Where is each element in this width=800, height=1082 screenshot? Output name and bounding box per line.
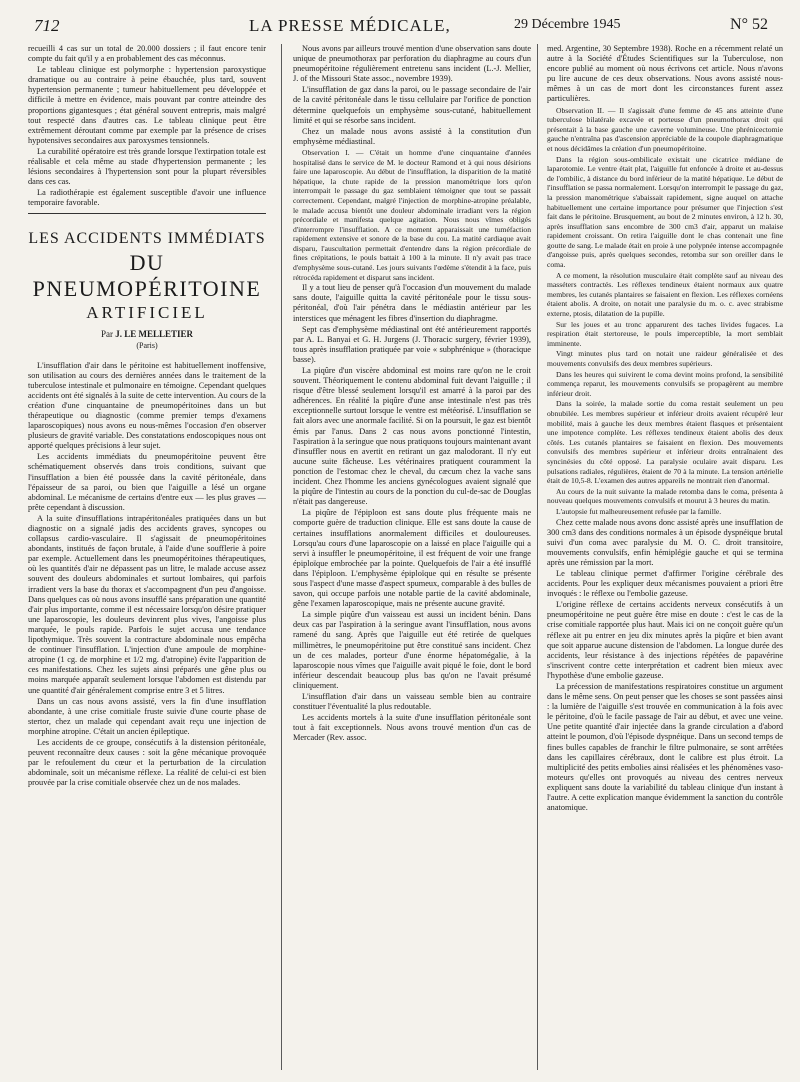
paragraph: La simple piqûre d'un vaisseau est aussi un incident bénin. Dans deux cas par l'aspiration à la seringue avant l'insufflation, nous avons ramené du sang. Après que l'aiguille eut été retirée de quelques millimètres, le pneumopéritoine put être constitué sans incident. Chez un de ces malades, porteur d'une énorme hépatomégalie, à la laparoscopie nous vîmes que l'aiguille avait piqué le foie, dont le bord inférieur descendait beaucoup plus bas qu'on ne l'avait présumé cliniquement. [293, 610, 531, 690]
column-left [28, 44, 266, 1070]
issue-number: N° 52 [730, 16, 768, 33]
paragraph: A la suite d'insufflations intrapéritonéales pratiquées dans un but diagnostic on a signalé jadis des accidents graves, syncopes ou collapsus cardio-vasculaire. Il s'agissait de pneumopéritoines abondants, institués de façon brutale, à l'aide d'une soufflerie à poire par exemple. Actuellement dans les pneumopéritoines thérapeutiques, où les quantités d'air ne dépassent pas un litre, le malade accuse assez souvent des douleurs abdominales et surtout lombaires, qui parfois irradient vers la base du thorax et s'accompagnent d'un peu d'angoisse. Dans quelques cas où nous avons insufflé sans préparation une quantité d'air plus importante, comme il est nécessaire lorsqu'on désire pratiquer une laparoscopie, les douleurs devinrent plus vives, l'angoisse plus marquée, le pouls rapide. Parfois le sujet accusa une tendance lipothymique. Très souvent la contracture abdominale nous empêcha de continuer l'insufflation. L'injection d'une ampoule de morphine-atropine (1 cg. de morphine et 1/2 mg. d'atropine) évite l'apparition de ces manifestations. Chez les sujets ainsi préparés une gêne plus ou moins marquée apparaît seulement lorsque l'abdomen est distendu par une quantité d'air généralement comprise entre 3 et 5 litres. [28, 513, 266, 695]
author-prefix: Par [100, 328, 113, 339]
paragraph: La curabilité opératoire est très grande lorsque l'extirpation totale est réalisable et cela même au stade d'hypertension permanente ; les lésions secondaires à l'hypertension sont pour la plupart réversibles dans ces cas. [28, 146, 266, 187]
journal-title: LA PRESSE MÉDICALE, [249, 16, 451, 35]
article-byline [28, 328, 266, 340]
paragraph: La radiothérapie est également susceptible d'avoir une influence temporaire favorable. [28, 188, 266, 208]
paragraph: Il y a tout lieu de penser qu'à l'occasion d'un mouvement du malade sans doute, l'aiguille quitta la cavité péritonéale pour le tissu sous-péritonéal, d'où l'air pénétra dans le médiastin antérieur par les interstices que ménagent les fibres d'insertion du diaphragme. [293, 283, 531, 323]
paragraph: Le tableau clinique est polymorphe : hypertension paroxystique dramatique ou au contraire à peine ébauchée, plus tard, souvent hypertension permanente ; tumeur habituellement peu développée et difficile à mettre en évidence, mais pouvant par contre atteindre des proportions gigantesques ; état général souvent entrepris, mais malgré tout respecté dans d'autres cas. Le tableau clinique peut être extrêmement déroutant comme par exemple par la présence de crises hypotensives secondaires aux paroxysmes tensionnels. [28, 65, 266, 145]
paragraph: med. Argentine, 30 Septembre 1938). Roche en a récemment relaté un autre à la Société d'Études Scientifiques sur la Tuberculose, non encore publié au moment où nous écrivons cet article. Nous n'avons pu lire aucune de ces deux observations. Nous avons assisté nous-mêmes à un cas de mort dont les circonstances furent assez particulières. [547, 44, 783, 104]
column-rule [537, 44, 538, 1070]
paragraph: Dans un cas nous avons assisté, vers la fin d'une insufflation abondante, à une crise comitiale fruste suivie d'une courte phase de stertor, chez un malade qui cependant avait reçu une injection de morphine atropine. C'était un ancien épileptique. [28, 696, 266, 736]
article-heading [28, 228, 266, 351]
page-number: 712 [34, 16, 60, 35]
column-rule [281, 44, 282, 1070]
observation-paragraph: A ce moment, la résolution musculaire était complète sauf au niveau des masséters contractés. Les réflexes tendineux étaient normaux aux quatre membres, les cutanés plantaires se faisaient en flexion. Les réflexes cornéens étaient abolis. A droite, on notait une paralysie du m. o. c. avec strabisme externe, ptosis, dilatation de la pupille. [547, 270, 783, 319]
paragraph: Chez cette malade nous avons donc assisté après une insufflation de 300 cm3 dans des conditions normales à un épisode dyspnéique brutal suivi d'un coma avec paralysie du M. O. C. droit transitoire, mouvements convulsifs, enfin hémiplégie gauche et qui se termina après une rémission par la mort. [547, 517, 783, 567]
page-header [34, 16, 780, 36]
paragraph: L'insufflation d'air dans un vaisseau semble bien au contraire constituer l'éventualité la plus redoutable. [293, 692, 531, 712]
observation-paragraph: L'autopsie fut malheureusement refusée par la famille. [556, 506, 722, 516]
author-place: (Paris) [136, 340, 158, 350]
observation-paragraph: Dans la soirée, la malade sortie du coma restait seulement un peu obnubilée. Les membres supérieur et inférieur droits avaient récupéré leur mobilité, mais à gauche les deux membres étaient flasques et présentaient une impotence complète. Les réflexes tendineux étaient abolis des deux côtés. Les cutanés plantaires se faisaient en flexion. Des mouvements convulsifs des membres supérieur et inférieur droits entraînaient des syncinésies du côté opposé. La paralysie oculaire avait disparu. Les pulsations radiales, régulières, étaient de 70 à la minute. La tension artérielle était de 10,5-8. L'examen des autres appareils ne montrait rien d'anormal. [547, 399, 783, 486]
paragraph: Sept cas d'emphysème médiastinal ont été antérieurement rapportés par A. L. Banyai et G. H. Jurgens (J. Thoracic surgery, février 1939), tous après insufflation pratiquée par voie « subphrénique » (thoracique basse). [293, 324, 531, 364]
paragraph: L'insufflation d'air dans le péritoine est habituellement inoffensive, son utilisation au cours des dernières années dans le traitement de la tuberculose intestinale et pulmonaire en témoigne. Cependant quelques accidents ont été signalés à la suite de cette intervention. Au cours de la création d'une cinquantaine de pneumopéritoines dans un but thérapeutique ou diagnostic (comme premier temps d'examens laparoscopiques) nous avons eu nous-mêmes l'occasion d'en observer plusieurs de gravité variable. Des constatations endoscopiques nous ont apporté quelques précisions à leur sujet. [28, 360, 266, 451]
paragraph: La précession de manifestations respiratoires constitue un argument dans le même sens. On peut penser que les choses se sont passées ainsi : la lumière de l'aiguille s'est trouvée en communication à la fois avec le péritoine, d'où le facile passage de l'air au début, et avec une veine. Une petite quantité d'air injectée dans la grande circulation a d'abord atteint le poumon, d'où l'épisode dyspnéique. Dans un second temps de fines bulles capables de franchir le filtre pulmonaire, se sont arrêtées dans les capillaires cérébraux, dont le calibre est plus étroit. La multiplicité des petits embolies ainsi réalisées et les phénomènes vaso-moteurs qu'elles ont provoqués au niveau des centres nerveux expliquent sans doute la variabilité du tableau clinique d'un instant à l'autre. A cette explication manque évidemment la sanction du contrôle anatomique. [547, 682, 783, 813]
observation-paragraph: Observation I. — C'était un homme d'une cinquantaine d'années hospitalisé dans le service de M. le docteur Ramond et à qui nous désirions faire une laparoscopie. Au début de l'insufflation, la disparition de la matité hépatique, la chute rapide de la pression manométrique lors qu'on interrompait le passage du gaz semblaient témoigner que tout se passait correctement. Cependant, malgré l'injection de morphine-atropine préalable, le malade accusa bientôt une douleur abdominale irradiant vers la région précordiale et manifesta quelque agitation. Nous nous vîmes obligés d'interrompre l'insufflation. A ce moment apparaissait une tuméfaction rapidement extensive et sonore de la base du cou. La matité cardiaque avait disparu, l'auscultation permettait d'entendre dans la région précordiale de fines crépitations, le pouls battait à 100 à la minute. Il n'y avait pas trace d'emphysème sous-cutané. Les jours suivants l'œdème s'étendit à la face, puis rétrocéda rapidement et disparut sans incident. [293, 147, 531, 282]
observation-paragraph: Observation II. — Il s'agissait d'une femme de 45 ans atteinte d'une tuberculose bilatérale excavée et porteuse d'un pneumothorax droit qui présentait à la base gauche une caverne volumineuse. Une phrénicectomie gauche n'entraîna pas d'ascension appréciable de la coupole diaphragmatique et nous décidâmes la création d'un pneumopéritoine. [547, 105, 783, 153]
article-title-line2: DU PNEUMOPÉRITOINE [32, 249, 262, 301]
paragraph: Les accidents de ce groupe, consécutifs à la distension péritonéale, peuvent reconnaître deux causes : soit la gêne mécanique provoquée par le refoulement du cœur et la perturbation de la circulation abdominale, soit un mécanisme réflexe. La réalité de celui-ci est bien prouvée par la crise comitiale observée chez un de nos malades. [28, 737, 266, 788]
paragraph: La piqûre de l'épiploon est sans doute plus fréquente mais ne comporte guère de traduction clinique. Elle est sans doute la cause de certaines insufflations anormalement difficiles et douloureuses. Lorsqu'au cours d'une laparoscopie on a laissé en place l'aiguille qui a servi à insuffler le pneumopéritoine, il est fréquent de voir une frange épiploïque embrochée par la pointe. Quelquefois de l'air a été insufflé dans l'épiploon. L'emphysème épiploïque qui en résulte se présente sous l'aspect d'une masse d'aspect spumeux, comparable à des bulles de savon, qui occupe parfois une notable partie de la cavité abdominale, gêne l'examen laparoscopique, mais ne présente aucune gravité. [293, 508, 531, 609]
author-name: J. LE MELLETIER [115, 328, 194, 339]
column-middle [293, 44, 531, 1070]
paragraph: recueilli 4 cas sur un total de 20.000 dossiers ; il faut encore tenir compte du fait qu'il y a en probablement des cas méconnus. [28, 44, 266, 64]
paragraph: L'origine réflexe de certains accidents nerveux consécutifs à un pneumopéritoine ne peut guère être mise en doute : c'est le cas de la crise comitiale rapportée plus haut. Mais ici on ne conçoit guère qu'un réflexe ait pu entrer en jeu dix minutes après la piqûre et bien avant que soit apparue aucune distension de l'abdomen. La longue durée des accidents, leur résistance à des injections répétées de papavérine s'inscrivent contre cette interprétation et cadrent bien mieux avec l'hypothèse d'une embolie gazeuse. [547, 600, 783, 680]
observation-paragraph: Dans les heures qui suivirent le coma devint moins profond, la sensibilité commença reparut, les mouvements convulsifs se propagèrent au membre inférieur droit. [547, 369, 783, 398]
paragraph: Le tableau clinique permet d'affirmer l'origine cérébrale des accidents. Pour les expliquer deux mécanismes pouvaient a priori être invoqués : le réflexe ou l'embolie gazeuse. [547, 568, 783, 599]
paragraph: Chez un malade nous avons assisté à la constitution d'un emphysème médiastinal. [293, 126, 531, 146]
article-title-line1: LES ACCIDENTS IMMÉDIATS [28, 229, 266, 247]
article-title-line3: ARTIFICIEL [86, 302, 208, 322]
observation-paragraph: Sur les joues et au tronc apparurent des taches livides fugaces. La respiration était stertoreuse, le pouls imperceptible, la mort semblait imminente. [547, 319, 783, 348]
paragraph: L'insufflation de gaz dans la paroi, ou le passage secondaire de l'air de la cavité péritonéale dans le tissu cellulaire par l'orifice de ponction détermine quelquefois un emphysème sous-cutané, habituellement limité et qui se résorbe sans incident. [293, 85, 531, 125]
column-right [547, 44, 783, 1070]
observation-paragraph: Au cours de la nuit suivante la malade retomba dans le coma, présenta à nouveau quelques mouvements convulsifs et mourut à 3 heures du matin. [547, 486, 783, 506]
divider [28, 213, 266, 214]
observation-paragraph: Dans la région sous-ombilicale existait une cicatrice médiane de laparotomie. Le ventre était plat, l'aiguille fut enfoncée à droite et au-dessus de l'ombilic, à distance du bord inférieur de la matité hépatique. Le début de l'insufflation se passa normalement. Lorsqu'on interrompit le passage du gaz, la pression manométrique s'abaissait rapidement, signe auquel on attache habituellement une certaine importance pour présumer que l'injection s'est fait dans le péritoine. Brusquement, au bout de 2 minutes environ, à 12 h. 30, après insufflation sans encombre de 300 cm3 d'air, apparut un malaise rapidement croissant. On retira l'aiguille dont le chas contenait une fine goutte de sang. Le malade était en proie à une polypnée intense accompagnée d'angoisse puis, après quelques secondes, retomba sur son oreiller dans le coma. [547, 154, 783, 270]
issue-date: 29 Décembre 1945 [514, 17, 621, 32]
paragraph: Les accidents mortels à la suite d'une insufflation péritonéale sont tout à fait exceptionnels. Nous avons trouvé mention d'un cas de Mercader (Rev. assoc. [293, 713, 531, 743]
paragraph: Les accidents immédiats du pneumopéritoine peuvent être schématiquement observés dans trois conditions, suivant que l'insufflation a bien été poussée dans la cavité péritonéale, dans l'épaisseur de sa paroi, ou bien que l'aiguille a lésé un organe abdominal. Le mécanisme de certains d'entre eux — les plus graves — prête cependant à discussion. [28, 452, 266, 512]
paragraph: Nous avons par ailleurs trouvé mention d'une observation sans doute unique de pneumothorax par perforation du diaphragme au cours d'un pneumopéritoine régulièrement entretenu sans incident (L.-J. Mellier, J. of the Missouri State assoc., novembre 1939). [293, 44, 531, 84]
observation-paragraph: Vingt minutes plus tard on notait une raideur généralisée et des mouvements convulsifs des deux membres supérieurs. [547, 349, 783, 368]
paragraph: La piqûre d'un viscère abdominal est moins rare qu'on ne le croit souvent. Théoriquement le contenu abdominal fuit devant l'aiguille ; il risque d'être blessé seulement lorsqu'il est amarré à la paroi par des adhérences. En réalité la piqûre d'une anse intestinale n'est pas très exceptionnelle surtout lorsque le ventre est météorisé. L'insufflation se fait alors avec une anormale facilité. Si on la poursuit, le gaz est bientôt émis par l'anus. Dans 2 cas nous avons ponctionné l'intestin, l'aspiration à la seringue que nous pratiquons toujours maintenant avant d'insuffler nous en avertit en retirant un gaz malodorant. Il n'y eut aucune suite fâcheuse. Les vétérinaires pratiquent couramment la ponction de l'estomac chez le cheval, du cæcum chez la vache sans incident. Chez l'homme les anciens gynécologues avaient signalé que la piqûre de l'intestin au cours de la ponction du cul-de-sac de Douglas n'était pas dangereuse. [293, 366, 531, 507]
